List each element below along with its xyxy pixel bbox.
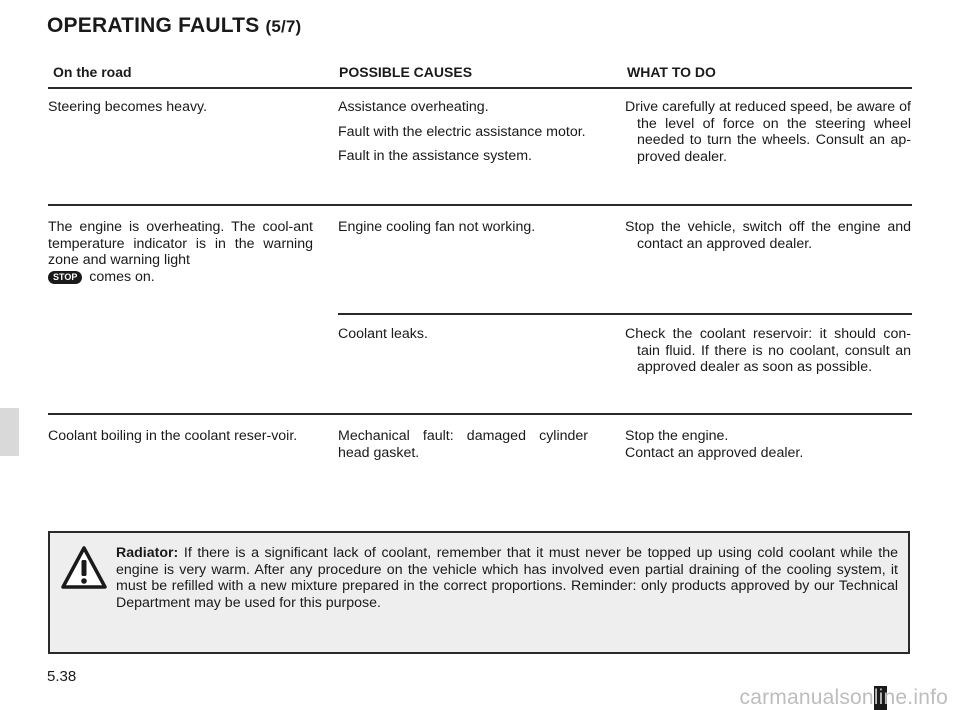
row2-action: [625, 219, 911, 260]
row4-action-line2: Contact an approved dealer.: [625, 444, 804, 461]
row-divider-2: [338, 313, 912, 315]
row4-action-line1: Stop the engine.: [625, 428, 729, 444]
row4-action: [625, 428, 911, 469]
row1-symptom-text: Steering becomes heavy.: [48, 99, 208, 115]
row1-action: [625, 99, 911, 173]
row2-symptom-tail: comes on.: [89, 268, 155, 285]
note-body: If there is a significant lack of coolant, remember that it must never be topped up using cold coolant while the engine is very warm. After any procedure on the vehicle which has involved even partial draining of the cooling system, it must be refilled with a new mixture prepared in the correct proportions. Reminder: only products approved by our Technical Department may be used for this purpose.: [116, 545, 899, 611]
row1-cause-3: Fault in the assistance system.: [338, 148, 532, 164]
row4-cause-text: Mechanical fault: damaged cylinder head gasket.: [338, 428, 588, 461]
row2-symptom: [48, 219, 313, 293]
row2-action-text: Stop the vehicle, switch off the engine and contact an approved dealer.: [625, 219, 911, 252]
row1-cause-2: Fault with the electric assistance motor.: [338, 123, 586, 140]
title-main: OPERATING FAULTS: [47, 14, 260, 37]
row2-cause-text: Engine cooling fan not working.: [338, 219, 536, 235]
page-title: [47, 14, 301, 38]
title-part: (5/7): [265, 17, 302, 36]
header-on-the-road: On the road: [53, 64, 132, 80]
row1-symptom: [48, 99, 313, 124]
row1-causes: [338, 99, 588, 173]
note-label: Radiator:: [116, 545, 179, 561]
section-tab: [0, 408, 19, 456]
header-what-to-do: WHAT TO DO: [627, 64, 716, 80]
radiator-warning-note: [48, 531, 910, 654]
row3-cause-text: Coolant leaks.: [338, 326, 428, 342]
header-divider: [48, 87, 912, 89]
watermark: carmanualsonline.info: [739, 686, 948, 709]
page-number: 5.38: [47, 668, 77, 685]
row3-action-text: Check the coolant reservoir: it should con-tain fluid. If there is no coolant, consult an approved dealer as soon as possible.: [625, 326, 911, 375]
row-divider-1: [48, 204, 912, 206]
row1-cause-1: Assistance overheating.: [338, 99, 489, 115]
header-possible-causes: POSSIBLE CAUSES: [339, 64, 473, 80]
note-text: [116, 545, 898, 611]
row-divider-3: [48, 413, 912, 415]
row3-action: [625, 326, 911, 384]
row2-symptom-text: The engine is overheating. The cool-ant temperature indicator is in the warning zone and warning light: [48, 219, 313, 268]
stop-warning-light-icon: STOP: [48, 271, 82, 284]
row2-cause: [338, 219, 588, 244]
row4-symptom-text: Coolant boiling in the coolant reser-voir.: [48, 428, 298, 444]
warning-triangle-icon: [60, 545, 108, 591]
row3-cause: [338, 326, 588, 351]
row4-cause: [338, 428, 588, 469]
row4-symptom: [48, 428, 313, 453]
row1-action-text: Drive carefully at reduced speed, be aware of the level of force on the steering wheel needed to turn the wheels. Consult an ap-proved dealer.: [625, 99, 911, 165]
